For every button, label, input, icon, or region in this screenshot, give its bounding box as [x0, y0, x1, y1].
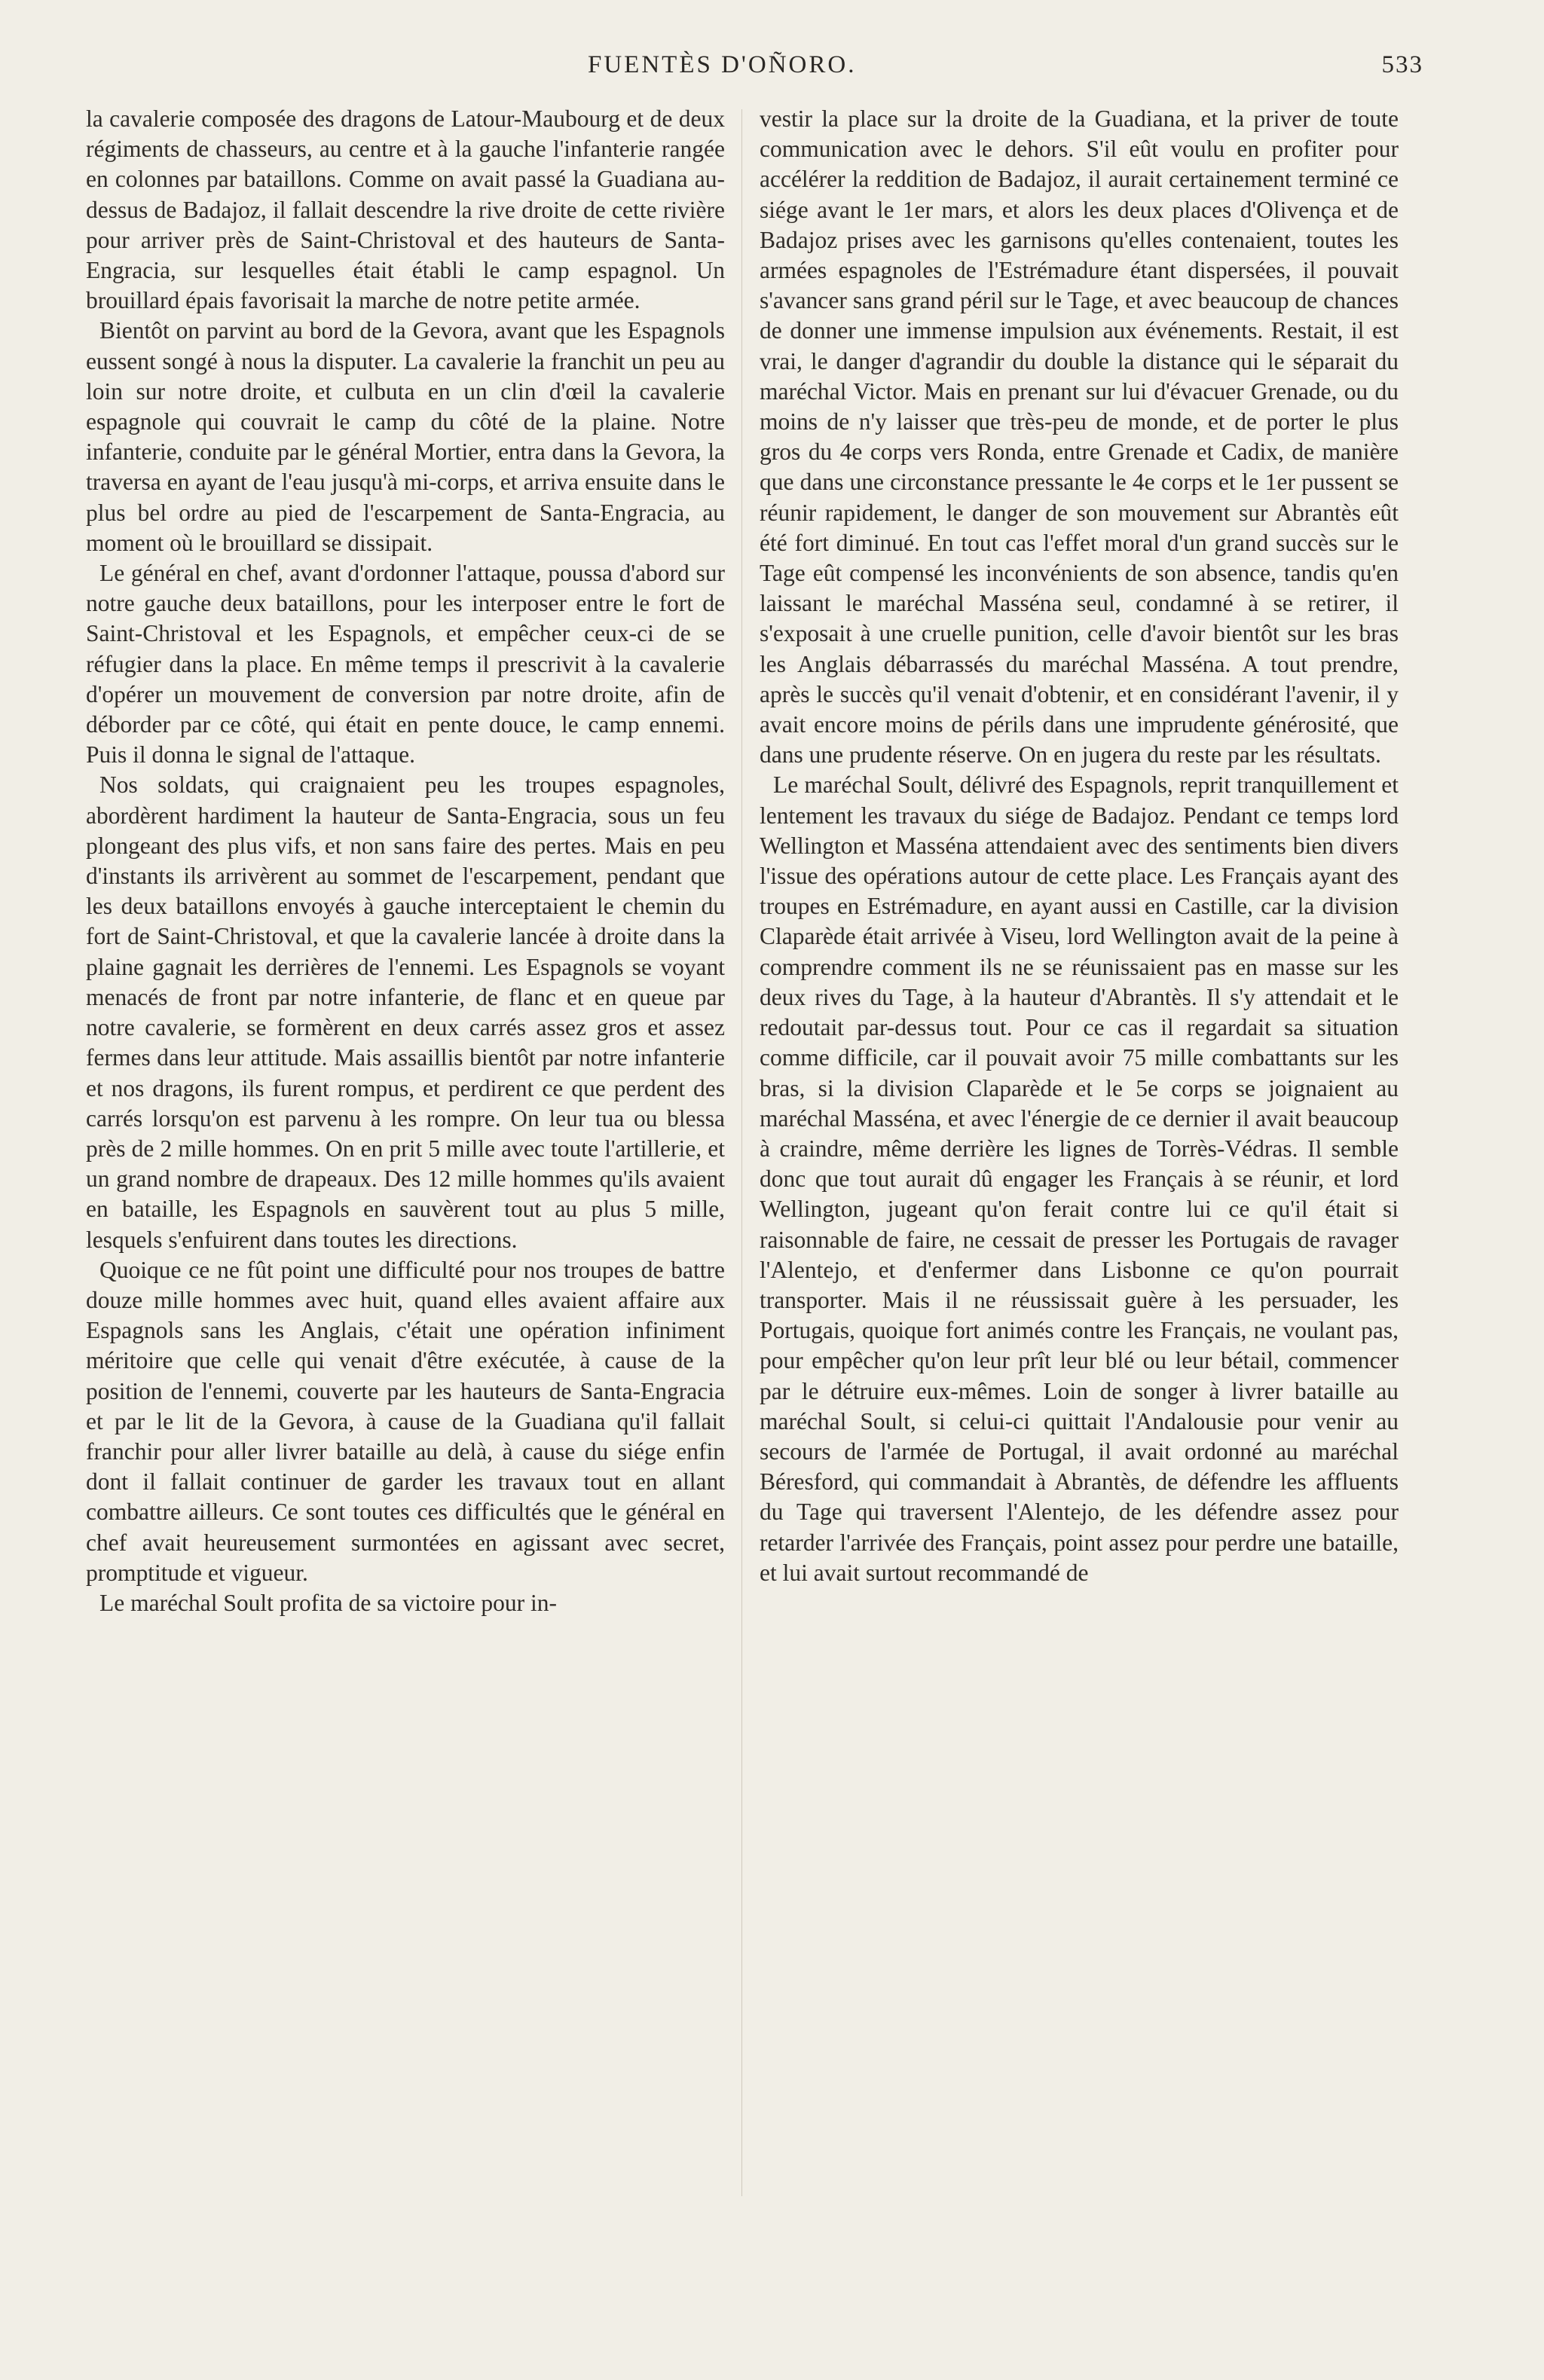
left-column	[86, 104, 725, 1618]
paragraph: Le général en chef, avant d'ordonner l'attaque, poussa d'abord sur notre gauche deux bataillons, pour les interposer entre le fort de Saint-Christoval et les Espagnols, et empêcher ceux-ci de se réfugier dans la place. En même temps il prescrivit à la cavalerie d'opérer un mouvement de conversion par notre droite, afin de déborder par ce côté, qui était en pente douce, le camp ennemi. Puis il donna le signal de l'attaque.	[86, 560, 725, 768]
paragraph: Bientôt on parvint au bord de la Gevora, avant que les Espagnols eussent songé à nous la disputer. La cavalerie la franchit un peu au loin sur notre droite, et culbuta en un clin d'œil la cavalerie espagnole qui couvrait le camp du côté de la plaine. Notre infanterie, conduite par le général Mortier, entra dans la Gevora, la traversa en ayant de l'eau jusqu'à mi-corps, et arriva ensuite dans le plus bel ordre au pied de l'escarpement de Santa-Engracia, au moment où le brouillard se dissipait.	[86, 317, 725, 556]
paragraph: Le maréchal Soult, délivré des Espagnols, reprit tranquillement et lentement les travaux du siége de Badajoz. Pendant ce temps lord Wellington et Masséna attendaient avec des sentiments bien divers l'issue des opérations autour de cette place. Les Français ayant des troupes en Estrémadure, en ayant aussi en Castille, car la division Claparède était arrivée à Viseu, lord Wellington avait de la peine à comprendre comment ils ne se réunissaient pas en masse sur les deux rives du Tage, à la hauteur d'Abrantès. Il s'y attendait et le redoutait par-dessus tout. Pour ce cas il regardait sa situation comme difficile, car il pouvait avoir 75 mille combattants sur les bras, si la division Claparède et le 5e corps se joignaient au maréchal Masséna, et avec l'énergie de ce dernier il avait beaucoup à craindre, même derrière les lignes de Torrès-Védras. Il semble donc que tout aurait dû engager les Français à se réunir, et lord Wellington, jugeant qu'on ferait contre lui ce qu'il était si raisonnable de faire, ne cessait de presser les Portugais de ravager l'Alentejo, et d'enfermer dans Lisbonne ce qu'on pourrait transporter. Mais il ne réussissait guère à les persuader, les Portugais, quoique fort animés contre les Français, ne voulant pas, pour empêcher qu'on leur prît leur blé ou leur bétail, commencer par le détruire eux-mêmes. Loin de songer à livrer bataille au maréchal Soult, si celui-ci quittait l'Andalousie pour venir au secours de l'armée de Portugal, il avait ordonné au maréchal Béresford, qui commandait à Abrantès, de défendre les affluents du Tage qui traversent l'Alentejo, de les défendre assez pour retarder l'arrivée des Français, point assez pour perdre une bataille, et lui avait surtout recommandé de	[760, 771, 1399, 1586]
running-title: FUENTÈS D'OÑORO.	[588, 51, 857, 78]
right-column	[760, 104, 1399, 1588]
paragraph: la cavalerie composée des dragons de Latour-Maubourg et de deux régiments de chasseurs, au centre et à la gauche l'infanterie rangée en colonnes par bataillons. Comme on avait passé la Guadiana au-dessus de Badajoz, il fallait descendre la rive droite de cette rivière pour arriver près de Saint-Christoval et des hauteurs de Santa-Engracia, sur lesquelles était établi le camp espagnol. Un brouillard épais favorisait la marche de notre petite armée.	[86, 105, 725, 314]
page-header	[0, 51, 1544, 96]
paragraph: Nos soldats, qui craignaient peu les troupes espagnoles, abordèrent hardiment la hauteur de Santa-Engracia, sous un feu plongeant des plus vifs, et non sans faire des pertes. Mais en peu d'instants ils arrivèrent au sommet de l'escarpement, pendant que les deux bataillons envoyés à gauche interceptaient le chemin du fort de Saint-Christoval, et que la cavalerie lancée à droite dans la plaine gagnait les derrières de l'ennemi. Les Espagnols se voyant menacés de front par notre infanterie, de flanc et en queue par notre cavalerie, se formèrent en deux carrés assez gros et assez fermes dans leur attitude. Mais assaillis bientôt par notre infanterie et nos dragons, ils furent rompus, et perdirent ce que perdent des carrés lorsqu'on est parvenu à les rompre. On leur tua ou blessa près de 2 mille hommes. On en prit 5 mille avec toute l'artillerie, et un grand nombre de drapeaux. Des 12 mille hommes qu'ils avaient en bataille, les Espagnols en sauvèrent tout au plus 5 mille, lesquels s'enfuirent dans toutes les directions.	[86, 771, 725, 1253]
paragraph: vestir la place sur la droite de la Guadiana, et la priver de toute communication avec le dehors. S'il eût voulu en profiter pour accélérer la reddition de Badajoz, il aurait certainement terminé ce siége avant le 1er mars, et alors les deux places d'Olivença et de Badajoz prises avec les garnisons qu'elles contenaient, toutes les armées espagnoles de l'Estrémadure étant dispersées, il pouvait s'avancer sans grand péril sur le Tage, et avec beaucoup de chances de donner une immense impulsion aux événements. Restait, il est vrai, le danger d'agrandir du double la distance qui le séparait du maréchal Victor. Mais en prenant sur lui d'évacuer Grenade, ou du moins de n'y laisser que très-peu de monde, et de porter le plus gros du 4e corps vers Ronda, entre Grenade et Cadix, de manière que dans une circonstance pressante le 4e corps et le 1er pussent se réunir rapidement, le danger de son mouvement sur Abrantès eût été fort diminué. En tout cas l'effet moral d'un grand succès sur le Tage eût compensé les inconvénients de son absence, tandis qu'en laissant le maréchal Masséna seul, condamné à se retirer, il s'exposait à une cruelle punition, celle d'avoir bientôt sur les bras les Anglais débarrassés du maréchal Masséna. A tout prendre, après le succès qu'il venait d'obtenir, et en considérant l'avenir, il y avait encore moins de périls dans une imprudente générosité, que dans une prudente réserve. On en jugera du reste par les résultats.	[760, 105, 1399, 768]
column-divider	[741, 109, 742, 2196]
page-number: 533	[1381, 51, 1423, 78]
paragraph: Quoique ce ne fût point une difficulté pour nos troupes de battre douze mille hommes avec huit, quand elles avaient affaire aux Espagnols sans les Anglais, c'était une opération infiniment méritoire que celle qui venait d'être exécutée, à cause de la position de l'ennemi, couverte par les hauteurs de Santa-Engracia et par le lit de la Gevora, à cause de la Guadiana qu'il fallait franchir pour aller livrer bataille au delà, à cause du siége enfin dont il fallait continuer de garder les travaux tout en allant combattre ailleurs. Ce sont toutes ces difficultés que le général en chef avait heureusement surmontées en agissant avec secret, promptitude et vigueur.	[86, 1256, 725, 1586]
paragraph: Le maréchal Soult profita de sa victoire pour in-	[99, 1589, 558, 1616]
